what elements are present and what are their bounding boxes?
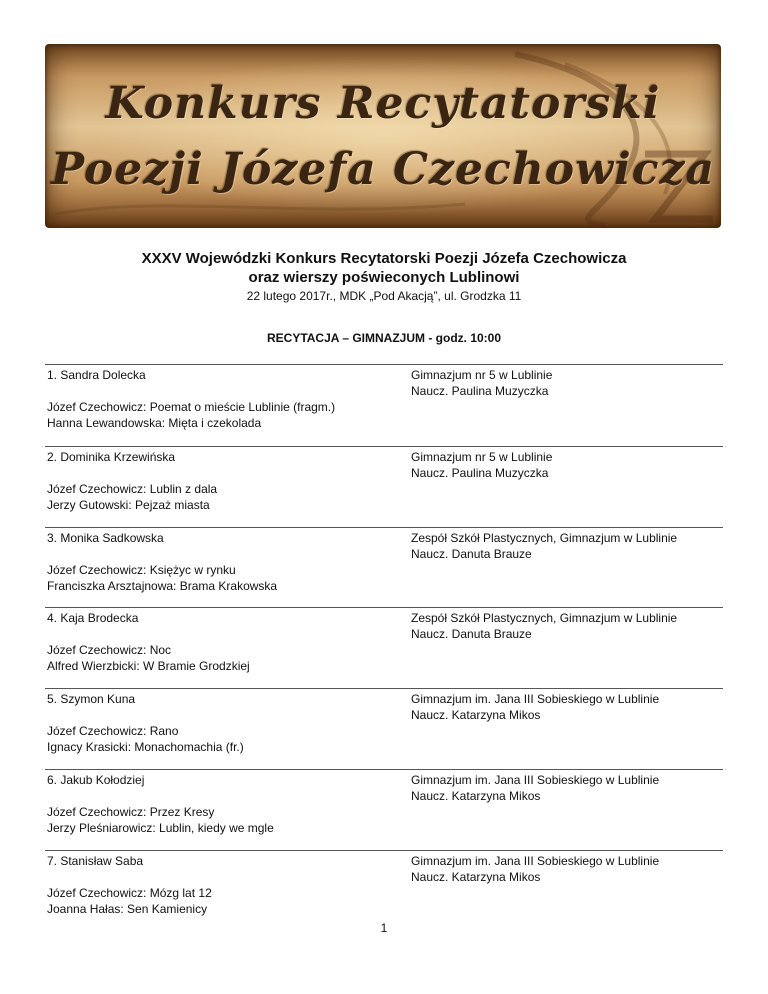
participant-name: 4. Kaja Brodecka — [47, 611, 139, 625]
document-title-line1: XXXV Wojewódzki Konkurs Recytatorski Poezji Józefa Czechowicza — [141, 250, 627, 267]
participant-name: 7. Stanisław Saba — [47, 854, 144, 868]
participant-entry — [45, 769, 723, 852]
banner-image — [45, 44, 721, 228]
participant-teacher: Naucz. Katarzyna Mikos — [411, 708, 541, 722]
poem-second: Joanna Hałas: Sen Kamienicy — [47, 902, 208, 916]
poem-first: Józef Czechowicz: Księżyc w rynku — [47, 563, 236, 577]
participant-school: Zespół Szkół Plastycznych, Gimnazjum w Lublinie — [411, 531, 678, 545]
event-date-location: 22 lutego 2017r., MDK „Pod Akacją”, ul. Grodzka 11 — [246, 289, 522, 303]
participant-school: Gimnazjum im. Jana III Sobieskiego w Lublinie — [411, 854, 660, 868]
banner-title-line1: Konkurs Recytatorski — [105, 78, 661, 129]
participant-school: Gimnazjum nr 5 w Lublinie — [411, 450, 553, 464]
section-heading: RECYTACJA – GIMNAZJUM - godz. 10:00 — [266, 331, 502, 345]
participant-name: 3. Monika Sadkowska — [47, 531, 164, 545]
participant-entry — [45, 607, 723, 690]
participant-name: 6. Jakub Kołodziej — [47, 773, 145, 787]
poem-first: Józef Czechowicz: Noc — [47, 643, 172, 657]
participant-school: Gimnazjum im. Jana III Sobieskiego w Lublinie — [411, 692, 660, 706]
participant-teacher: Naucz. Paulina Muzyczka — [411, 466, 549, 480]
poem-first: Józef Czechowicz: Lublin z dala — [47, 482, 218, 496]
participant-entry — [45, 364, 723, 447]
poem-first: Józef Czechowicz: Poemat o mieście Lublinie (fragm.) — [47, 400, 336, 414]
poem-first: Józef Czechowicz: Rano — [47, 724, 179, 738]
participant-school: Gimnazjum im. Jana III Sobieskiego w Lublinie — [411, 773, 660, 787]
poem-second: Ignacy Krasicki: Monachomachia (fr.) — [47, 740, 244, 754]
participant-school: Zespół Szkół Plastycznych, Gimnazjum w Lublinie — [411, 611, 678, 625]
participant-teacher: Naucz. Katarzyna Mikos — [411, 789, 541, 803]
participant-name: 5. Szymon Kuna — [47, 692, 136, 706]
participant-teacher: Naucz. Danuta Brauze — [411, 547, 532, 561]
participant-entry — [45, 446, 723, 529]
poem-second: Hanna Lewandowska: Mięta i czekolada — [47, 416, 262, 430]
poem-second: Franciszka Arsztajnowa: Brama Krakowska — [47, 579, 278, 593]
poem-first: Józef Czechowicz: Przez Kresy — [47, 805, 215, 819]
participant-teacher: Naucz. Danuta Brauze — [411, 627, 532, 641]
participant-name: 2. Dominika Krzewińska — [47, 450, 176, 464]
participant-school: Gimnazjum nr 5 w Lublinie — [411, 368, 553, 382]
poem-second: Jerzy Gutowski: Pejzaż miasta — [47, 498, 210, 512]
document-title-line2: oraz wierszy poświeconych Lublinowi — [248, 269, 520, 286]
banner-title-line2: Poezji Józefa Czechowicza — [50, 144, 716, 195]
participant-teacher: Naucz. Paulina Muzyczka — [411, 384, 549, 398]
poem-first: Józef Czechowicz: Mózg lat 12 — [47, 886, 212, 900]
poem-second: Jerzy Pleśniarowicz: Lublin, kiedy we mgle — [47, 821, 274, 835]
participant-entry — [45, 527, 723, 610]
participant-teacher: Naucz. Katarzyna Mikos — [411, 870, 541, 884]
page-number: 1 — [380, 921, 388, 935]
banner-decoration — [45, 44, 721, 228]
poem-second: Alfred Wierzbicki: W Bramie Grodzkiej — [47, 659, 250, 673]
participant-entry — [45, 688, 723, 771]
participant-name: 1. Sandra Dolecka — [47, 368, 146, 382]
